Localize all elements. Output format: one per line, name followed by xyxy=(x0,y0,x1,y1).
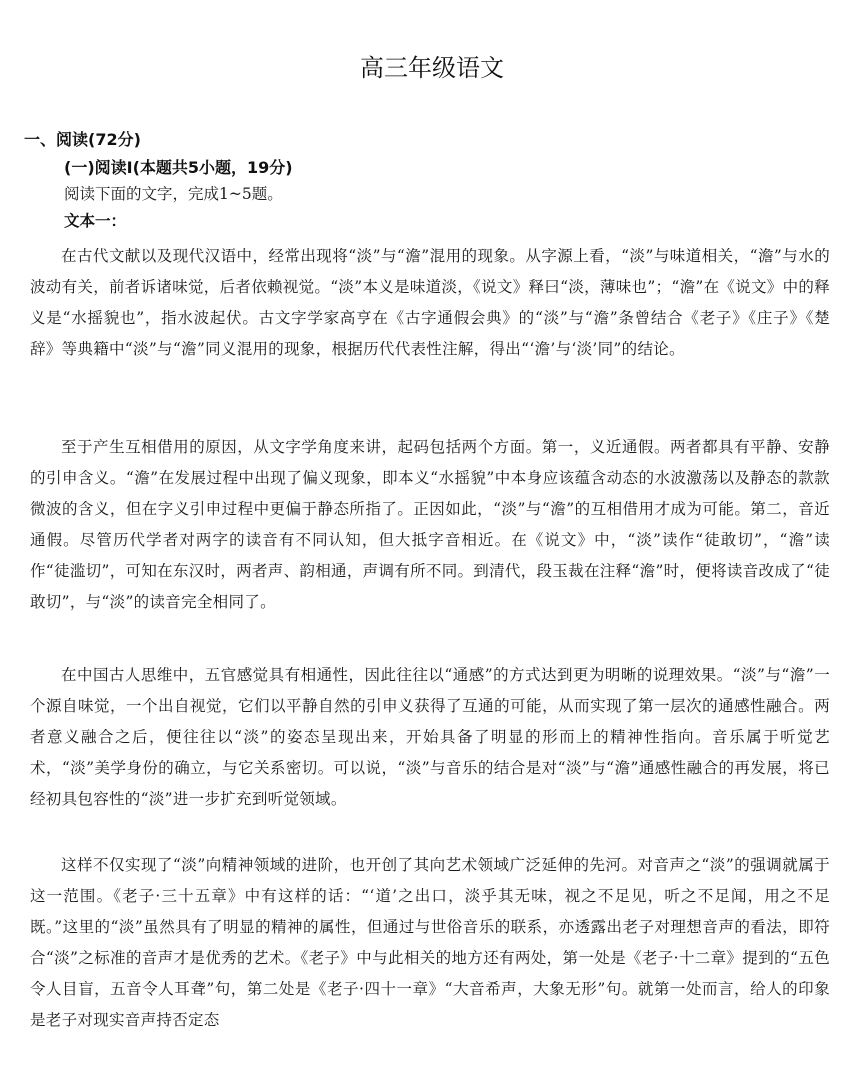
paragraph: 这样不仅实现了“淡”向精神领域的进阶，也开创了其向艺术领域广泛延伸的先河。对音声之“淡”的强调就属于这一范围。《老子·三十五章》中有这样的话：“‘道’之出口，淡乎其无味，视之不足见，听之不足闻，用之不足既。”这里的“淡”虽然具有了明显的精神的属性，但通过与世俗音乐的联系，亦透露出老子对理想音声的看法，即符合“淡”之标准的音声才是优秀的艺术。《老子》中与此相关的地方还有两处，第一处是《老子·十二章》提到的“五色令人目盲，五音令人耳聋”句，第二处是《老子·四十一章》“大音希声，大象无形”句。就第一处而言，给人的印象是老子对现实音声持否定态 xyxy=(30,856,830,1029)
paragraph: 在中国古人思维中，五官感觉具有相通性，因此往往以“通感”的方式达到更为明晰的说理效果。“淡”与“澹”一个源自味觉，一个出自视觉，它们以平静自然的引申义获得了互通的可能，从而实现了第一层次的通感性融合。两者意义融合之后，便往往以“淡”的姿态呈现出来，开始具备了明显的形而上的精神性指向。音乐属于听觉艺术，“淡”美学身份的确立，与它关系密切。可以说，“淡”与音乐的结合是对“淡”与“澹”通感性融合的再发展，将已经初具包容性的“淡”进一步扩充到听觉领域。 xyxy=(30,666,830,808)
paragraph: 至于产生互相借用的原因，从文字学角度来讲，起码包括两个方面。第一，义近通假。两者都具有平静、安静的引申含义。“澹”在发展过程中出现了偏义现象，即本义“水摇貌”中本身应该蕴含动态的水波激荡以及静态的款款微波的含义，但在字义引申过程中更偏于静态所指了。正因如此，“淡”与“澹”的互相借用才成为可能。第二，音近通假。尽管历代学者对两字的读音有不同认知，但大抵字音相近。在《说文》中，“淡”读作“徒敢切”，“澹”读作“徒滥切”，可知在东汉时，两者声、韵相通，声调有所不同。到清代，段玉裁在注释“澹”时，便将读音改成了“徒敢切”，与“淡”的读音完全相同了。 xyxy=(30,438,830,611)
page-title: 高三年级语文 xyxy=(360,54,504,82)
section-heading: 一、阅读(72分) xyxy=(24,130,141,149)
text-label: 文本一： xyxy=(64,212,127,230)
subsection-heading: (一)阅读Ⅰ(本题共5小题，19分) xyxy=(64,158,293,177)
instruction-text: 阅读下面的文字，完成1~5题。 xyxy=(64,185,283,203)
paragraph: 在古代文献以及现代汉语中，经常出现将“淡”与“澹”混用的现象。从字源上看，“淡”与味道相关，“澹”与水的波动有关，前者诉诸味觉，后者依赖视觉。“淡”本义是味道淡，《说文》释曰“淡，薄味也”；“澹”在《说文》中的释义是“水摇貌也”，指水波起伏。古文字学家高亨在《古字通假会典》的“淡”与“澹”条曾结合《老子》《庄子》《楚辞》等典籍中“淡”与“澹”同义混用的现象，根据历代代表性注解，得出“‘澹’与‘淡’同”的结论。 xyxy=(30,247,830,358)
